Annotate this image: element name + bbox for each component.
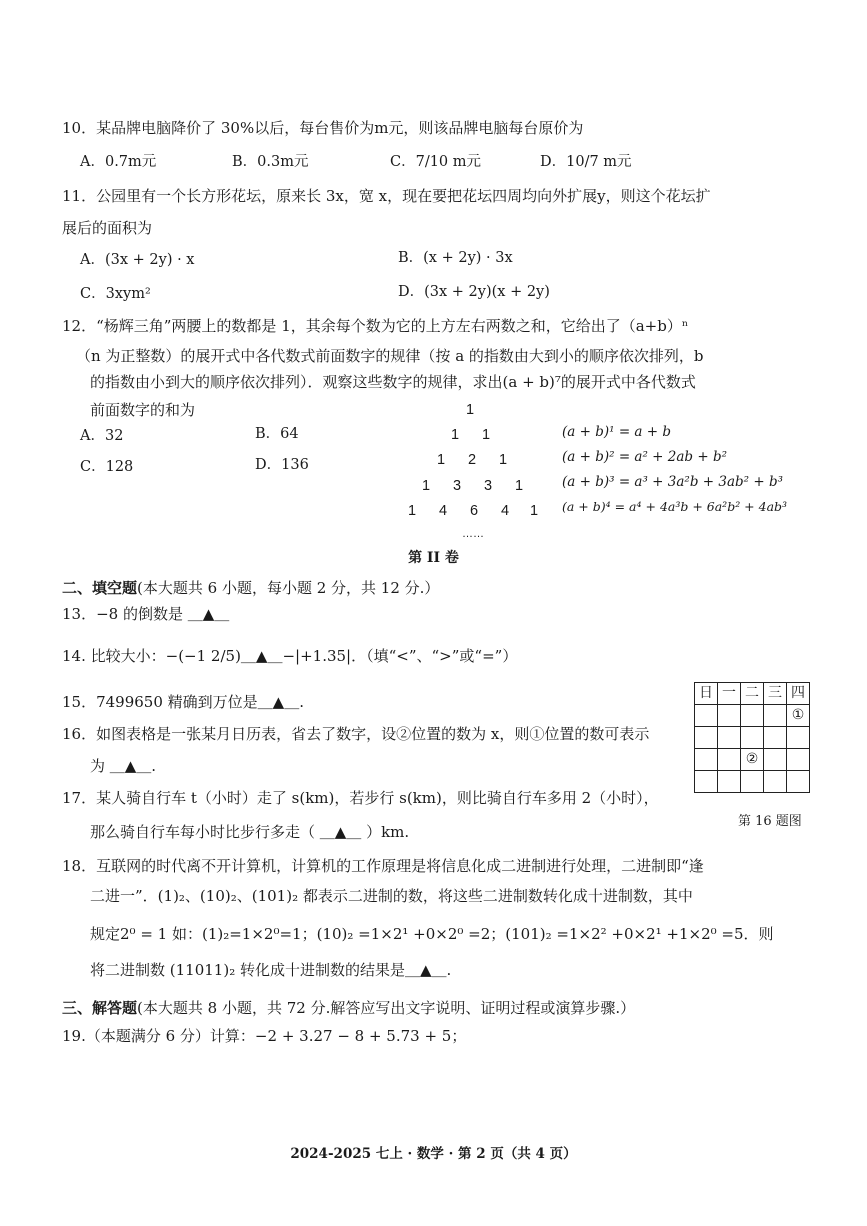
- q16-stem-line2: 为 ＿▲＿.: [90, 757, 157, 775]
- q10-option-b: B．0.3m元: [232, 154, 309, 170]
- q18-stem-line3: 规定2⁰ = 1 如：(1)₂=1×2⁰=1；(10)₂ =1×2¹ +0×2⁰ =2；(101)₂ =1×2² +0×2¹ +1×2⁰ =5．则: [90, 925, 774, 943]
- q12-option-d: D．136: [255, 457, 309, 473]
- q10-option-d: D．10/7 m元: [540, 154, 632, 170]
- calendar-mark-1: ①: [787, 705, 810, 727]
- q11-option-b: B．(x + 2y) · 3x: [398, 250, 513, 266]
- calendar-cell: [764, 727, 787, 749]
- section-note: (本大题共 8 小题，共 72 分.解答应写出文字说明、证明过程或演算步骤.）: [137, 999, 636, 1017]
- q12-stem-line2: （n 为正整数）的展开式中各代数式前面数字的规律（按 a 的指数由大到小的顺序依次排列，b: [76, 347, 704, 365]
- calendar-cell: [764, 705, 787, 727]
- q11-option-c: C．3xym²: [80, 286, 151, 302]
- q12-stem-line1: 12．“杨辉三角”两腰上的数都是 1，其余每个数为它的上方左右两数之和，它给出了（a+b）ⁿ: [62, 317, 689, 335]
- calendar-cell: [695, 771, 718, 793]
- q12-stem-line3: 的指数由小到大的顺序依次排列）．观察这些数字的规律，求出(a + b)⁷的展开式中各代数式: [90, 373, 696, 391]
- expansion-3: (a + b)³ = a³ + 3a²b + 3ab² + b³: [562, 474, 784, 490]
- triangle-number: 1: [466, 402, 475, 418]
- triangle-number: 3: [453, 478, 462, 494]
- calendar-cell: [741, 727, 764, 749]
- triangle-number: 4: [439, 503, 448, 519]
- triangle-number: 1: [437, 452, 446, 468]
- q11-option-a: A．(3x + 2y) · x: [80, 252, 195, 268]
- q17-stem-line1: 17．某人骑自行车 t（小时）走了 s(km)，若步行 s(km)，则比骑自行车多用 2（小时），: [62, 789, 659, 807]
- section-note: (本大题共 6 小题，每小题 2 分，共 12 分.）: [137, 579, 440, 597]
- calendar-header-cell: 四: [787, 683, 810, 705]
- calendar-header-cell: 日: [695, 683, 718, 705]
- q12-option-c: C．128: [80, 459, 134, 475]
- q12-stem-line4: 前面数字的和为: [90, 401, 196, 419]
- calendar-figure: [694, 682, 810, 793]
- triangle-number: 1: [515, 478, 524, 494]
- figure-caption: 第 16 题图: [738, 814, 802, 829]
- expansion-1: (a + b)¹ = a + b: [562, 424, 672, 440]
- q11-stem-line2: 展后的面积为: [62, 219, 153, 237]
- expansion-2: (a + b)² = a² + 2ab + b²: [562, 449, 728, 465]
- calendar-cell: [764, 771, 787, 793]
- q18-stem-line2: 二进一”．(1)₂、(10)₂、(101)₂ 都表示二进制的数，将这些二进制数转化成十进制数，其中: [90, 887, 693, 905]
- page-footer: 2024-2025 七上 · 数学 · 第 2 页（共 4 页）: [290, 1146, 577, 1162]
- calendar-mark-2: ②: [741, 749, 764, 771]
- calendar-cell: [718, 749, 741, 771]
- q12-option-a: A．32: [80, 428, 124, 444]
- q14-blank: ＿▲＿: [240, 647, 283, 665]
- calendar-cell: [787, 727, 810, 749]
- q18-stem-line4: 将二进制数 (11011)₂ 转化成十进制数的结果是＿▲＿.: [90, 961, 452, 979]
- calendar-cell: [787, 771, 810, 793]
- calendar-cell: [718, 705, 741, 727]
- triangle-number: 2: [468, 452, 477, 468]
- triangle-number: 1: [422, 478, 431, 494]
- q10-stem: 10．某品牌电脑降价了 30%以后，每台售价为m元，则该品牌电脑每台原价为: [62, 119, 584, 137]
- calendar-header-cell: 二: [741, 683, 764, 705]
- calendar-header-cell: 三: [764, 683, 787, 705]
- triangle-number: 6: [470, 503, 479, 519]
- q11-stem-line1: 11．公园里有一个长方形花坛，原来长 3x，宽 x，现在要把花坛四周均向外扩展y，则这个花坛扩: [62, 187, 711, 205]
- q16-stem-line1: 16．如图表格是一张某月日历表，省去了数字，设②位置的数为 x，则①位置的数可表示: [62, 725, 650, 743]
- q14-prefix: 14. 比较大小：: [62, 647, 166, 665]
- q15-stem: 15．7499650 精确到万位是＿▲＿.: [62, 693, 304, 711]
- calendar-cell: [718, 727, 741, 749]
- calendar-cell: [718, 771, 741, 793]
- q10-option-c: C．7/10 m元: [390, 154, 482, 170]
- calendar-cell: [741, 771, 764, 793]
- triangle-number: 1: [451, 427, 460, 443]
- q19-stem: 19.（本题满分 6 分）计算：−2 + 3.27 − 8 + 5.73 + 5；: [62, 1027, 467, 1045]
- q10-option-a: A．0.7m元: [80, 154, 157, 170]
- q12-option-b: B．64: [255, 426, 299, 442]
- calendar-cell: [764, 749, 787, 771]
- q17-stem-line2: 那么骑自行车每小时比步行多走（ ＿▲＿ ）km.: [90, 823, 410, 841]
- triangle-ellipsis: ……: [462, 528, 484, 540]
- q14-stem: [62, 646, 517, 666]
- q11-option-d: D．(3x + 2y)(x + 2y): [398, 284, 550, 300]
- calendar-header-cell: 一: [718, 683, 741, 705]
- part-title: 第 II 卷: [408, 550, 459, 566]
- triangle-number: 1: [408, 503, 417, 519]
- triangle-number: 3: [484, 478, 493, 494]
- expansion-4: (a + b)⁴ = a⁴ + 4a³b + 6a²b² + 4ab³: [562, 499, 788, 514]
- triangle-number: 4: [501, 503, 510, 519]
- calendar-cell: [787, 749, 810, 771]
- triangle-number: 1: [530, 503, 539, 519]
- q13-stem: 13．−8 的倒数是 ＿▲＿: [62, 605, 230, 623]
- calendar-cell: [695, 705, 718, 727]
- triangle-number: 1: [499, 452, 508, 468]
- calendar-cell: [741, 705, 764, 727]
- section-heading: 三、解答题: [62, 999, 138, 1017]
- section-heading: 二、填空题: [62, 579, 138, 597]
- q14-expression-1: −(−1 2/5): [165, 647, 241, 665]
- calendar-cell: [695, 727, 718, 749]
- calendar-cell: [695, 749, 718, 771]
- triangle-number: 1: [482, 427, 491, 443]
- q18-stem-line1: 18．互联网的时代离不开计算机，计算机的工作原理是将信息化成二进制进行处理，二进制即“逢: [62, 857, 704, 875]
- q14-expression-2: −|+1.35|．（填“<”、“>”或“=”）: [282, 647, 518, 665]
